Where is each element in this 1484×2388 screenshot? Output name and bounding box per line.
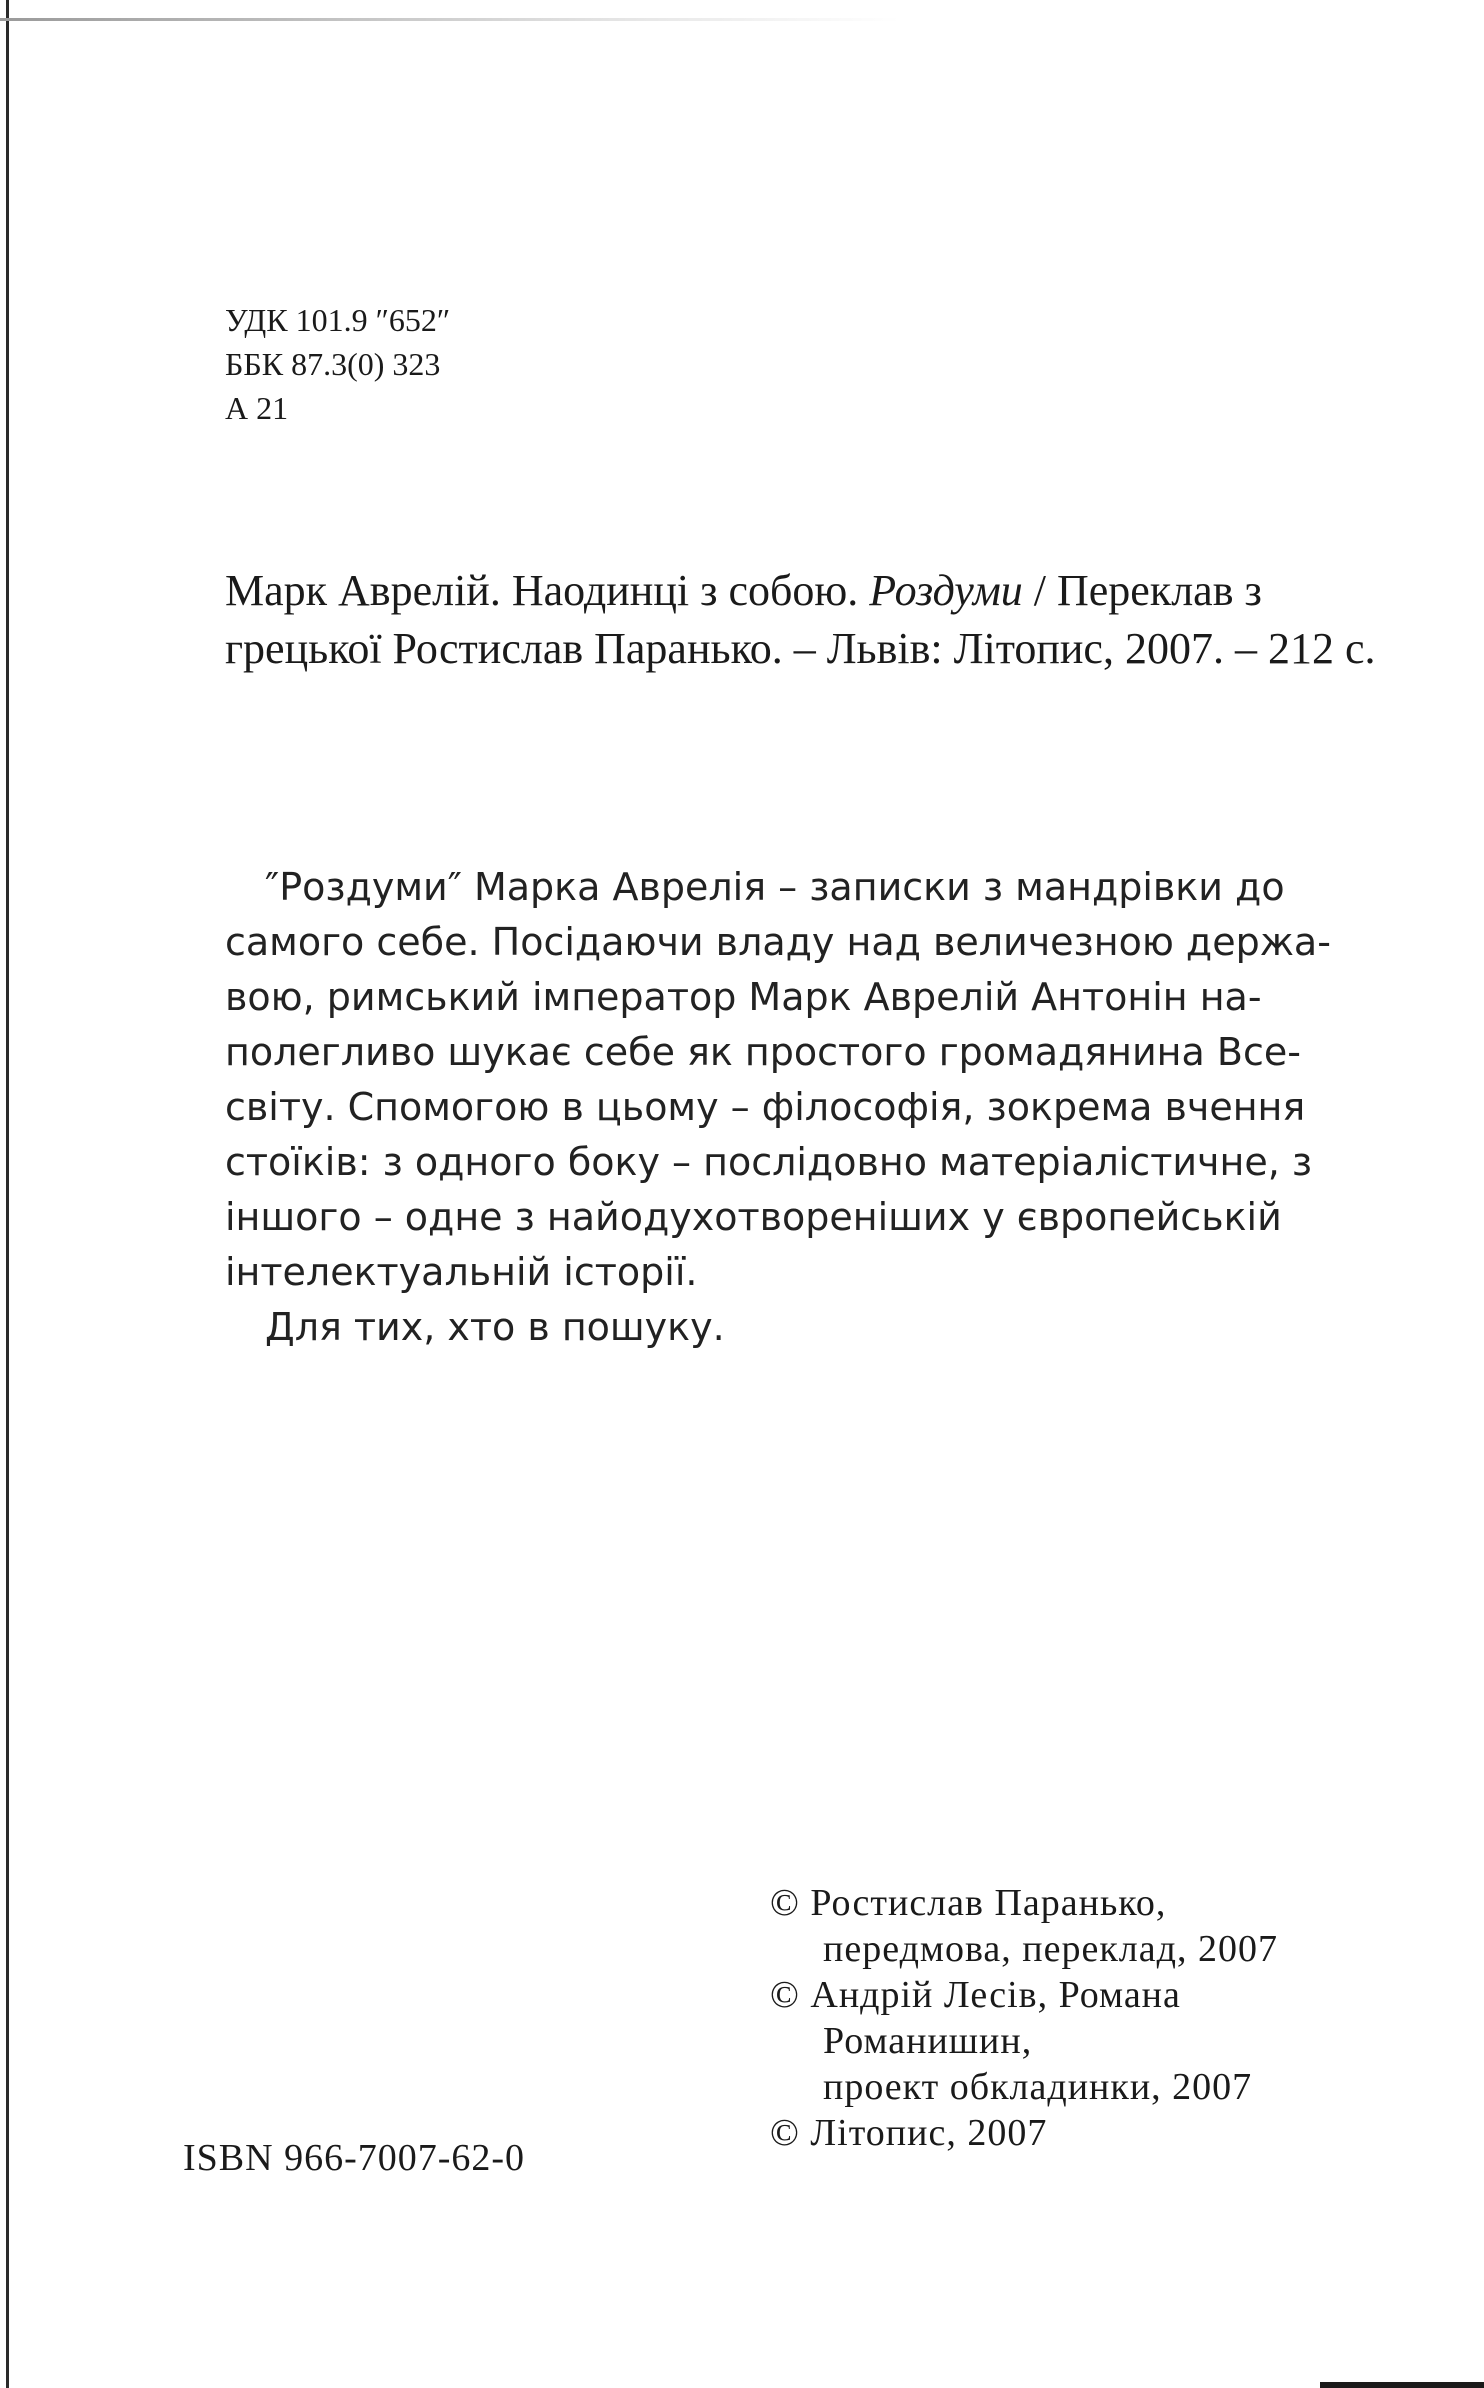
copyright-block bbox=[770, 1880, 1278, 2156]
page-edge-bottom bbox=[1320, 2382, 1484, 2388]
bbk-code: ББК 87.3(0) 323 bbox=[225, 346, 441, 382]
page-edge-top bbox=[0, 18, 900, 21]
copyright-line: передмова, переклад, 2007 bbox=[823, 1928, 1278, 1970]
copyright-line: © Ростислав Паранько, bbox=[770, 1882, 1167, 1924]
bibliographic-citation bbox=[225, 562, 1376, 678]
citation-line-1-italic: Роздуми bbox=[869, 566, 1023, 615]
classification-block bbox=[225, 298, 450, 430]
copyright-line: Романишин, bbox=[823, 2020, 1033, 2062]
author-mark: А 21 bbox=[225, 390, 289, 426]
annotation-block bbox=[225, 860, 1355, 1355]
isbn-number: ISBN 966-7007-62-0 bbox=[183, 2137, 526, 2179]
citation-line-1 bbox=[225, 562, 1355, 620]
annotation-line: світу. Спомогою в цьому – філософія, зокрема вчення bbox=[225, 1085, 1306, 1129]
annotation-closing: Для тих, хто в пошуку. bbox=[265, 1305, 725, 1349]
annotation-line: полегливо шукає себе як простого громадянина Все- bbox=[225, 1030, 1301, 1074]
copyright-line: © Андрій Лесів, Романа bbox=[770, 1974, 1181, 2016]
copyright-line: © Літопис, 2007 bbox=[770, 2112, 1048, 2154]
citation-line-1-prefix: Марк Аврелій. Наодинці з собою. bbox=[225, 566, 870, 615]
annotation-line: іншого – одне з найодухотвореніших у європейській bbox=[225, 1195, 1282, 1239]
udk-code: УДК 101.9 ″652″ bbox=[225, 302, 451, 338]
citation-line-2: грецької Ростислав Паранько. – Львів: Літопис, 2007. – 212 с. bbox=[225, 624, 1376, 673]
annotation-line: ″Роздуми″ Марка Аврелія – записки з мандрівки до bbox=[265, 865, 1285, 909]
annotation-line: вою, римський імператор Марк Аврелій Антонін на- bbox=[225, 975, 1262, 1019]
annotation-line: стоїків: з одного боку – послідовно матеріалістичне, з bbox=[225, 1140, 1313, 1184]
page-edge-left bbox=[6, 0, 9, 2388]
annotation-line: інтелектуальній історії. bbox=[225, 1250, 698, 1294]
copyright-line: проект обкладинки, 2007 bbox=[823, 2066, 1253, 2108]
citation-line-1-suffix: / Переклав з bbox=[1022, 566, 1262, 615]
annotation-line: самого себе. Посідаючи владу над величезною держа- bbox=[225, 920, 1331, 964]
